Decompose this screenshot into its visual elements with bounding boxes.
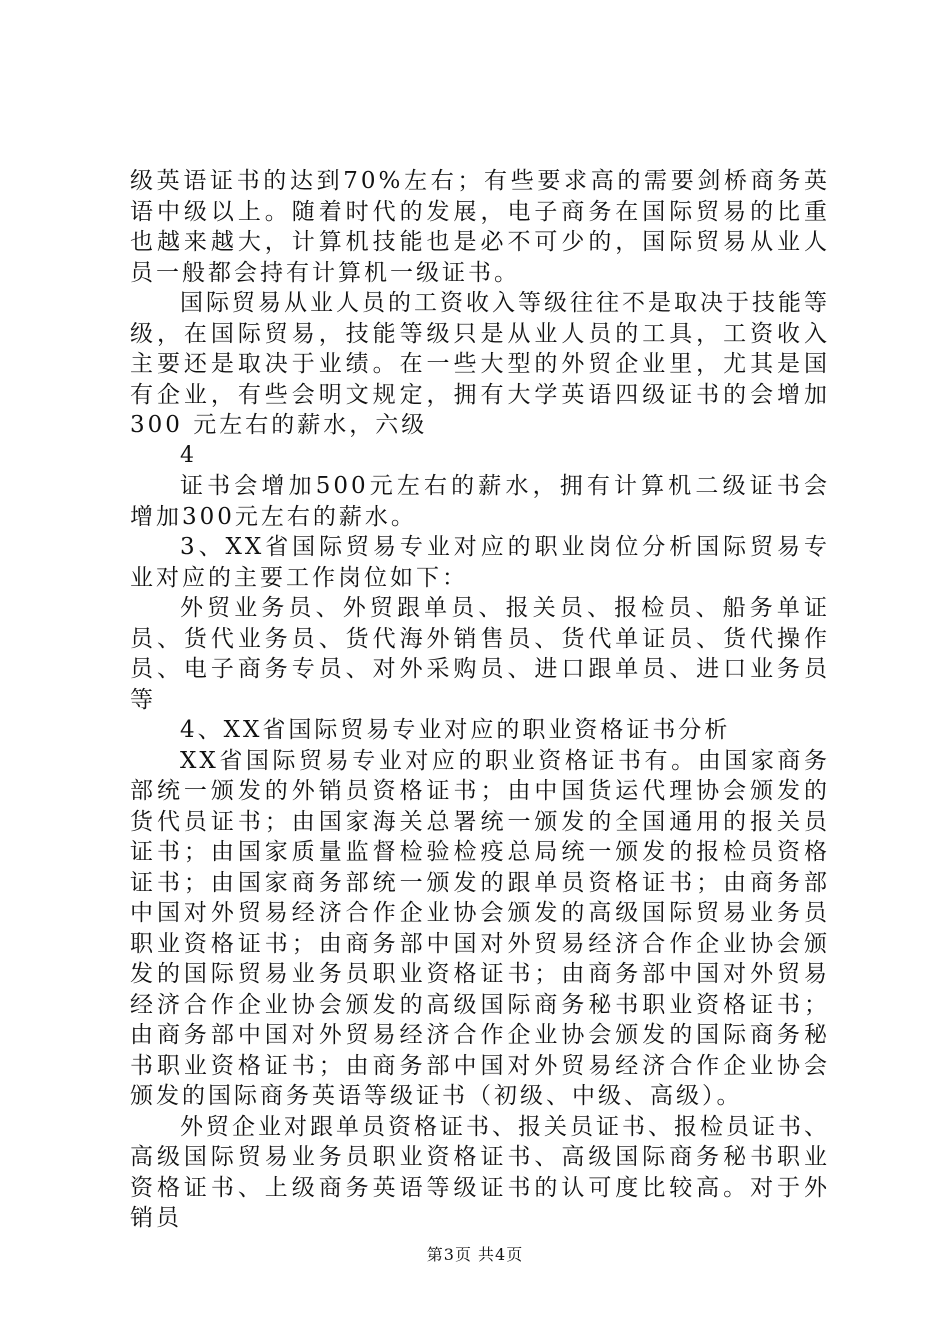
paragraph-salary-continued: 证书会增加500元左右的薪水，拥有计算机二级证书会增加300元左右的薪水。 [130, 473, 830, 530]
paragraph-english-certificates: 级英语证书的达到70%左右；有些要求高的需要剑桥商务英语中级以上。随着时代的发展，电子商务在国际贸易的比重也越来越大，计算机技能也是必不可少的，国际贸易从业人员一般都会持有计算机一级证书。 [130, 168, 830, 286]
document-body [130, 166, 830, 1234]
paragraph-salary-levels: 国际贸易从业人员的工资收入等级往往不是取决于技能等级，在国际贸易，技能等级只是从业人员的工具，工资收入主要还是取决于业绩。在一些大型的外贸企业里，尤其是国有企业，有些会明文规定，拥有大学英语四级证书的会增加 300 元左右的薪水，六级 [130, 290, 830, 438]
paragraph-job-position-list: 外贸业务员、外贸跟单员、报关员、报检员、船务单证员、货代业务员、货代海外销售员、货代单证员、货代操作员、电子商务专员、对外采购员、进口跟单员、进口业务员等 [130, 595, 830, 713]
page-break-number: 4 [180, 442, 194, 468]
section-heading-job-positions: 3、XX省国际贸易专业对应的职业岗位分析国际贸易专业对应的主要工作岗位如下： [130, 534, 830, 591]
paragraph-certificate-list: XX省国际贸易专业对应的职业资格证书有。由国家商务部统一颁发的外销员资格证书；由中国货运代理协会颁发的货代员证书；由国家海关总署统一颁发的全国通用的报关员证书；由国家质量监督检验检疫总局统一颁发的报检员资格证书；由国家商务部统一颁发的跟单员资格证书；由商务部中国对外贸易经济合作企业协会颁发的高级国际贸易业务员职业资格证书；由商务部中国对外贸易经济合作企业协会颁发的国际贸易业务员职业资格证书；由商务部中国对外贸易经济合作企业协会颁发的高级国际商务秘书职业资格证书；由商务部中国对外贸易经济合作企业协会颁发的国际商务秘书职业资格证书；由商务部中国对外贸易经济合作企业协会颁发的国际商务英语等级证书（初级、中级、高级）。 [130, 747, 830, 1109]
paragraph-certificate-recognition: 外贸企业对跟单员资格证书、报关员证书、报检员证书、高级国际贸易业务员职业资格证书、高级国际商务秘书职业资格证书、上级商务英语等级证书的认可度比较高。对于外销员 [130, 1113, 830, 1231]
page-footer [0, 1245, 950, 1265]
page-number-label: 第3页 共4页 [426, 1245, 524, 1264]
section-heading-certificates: 4、XX省国际贸易专业对应的职业资格证书分析 [180, 717, 731, 743]
